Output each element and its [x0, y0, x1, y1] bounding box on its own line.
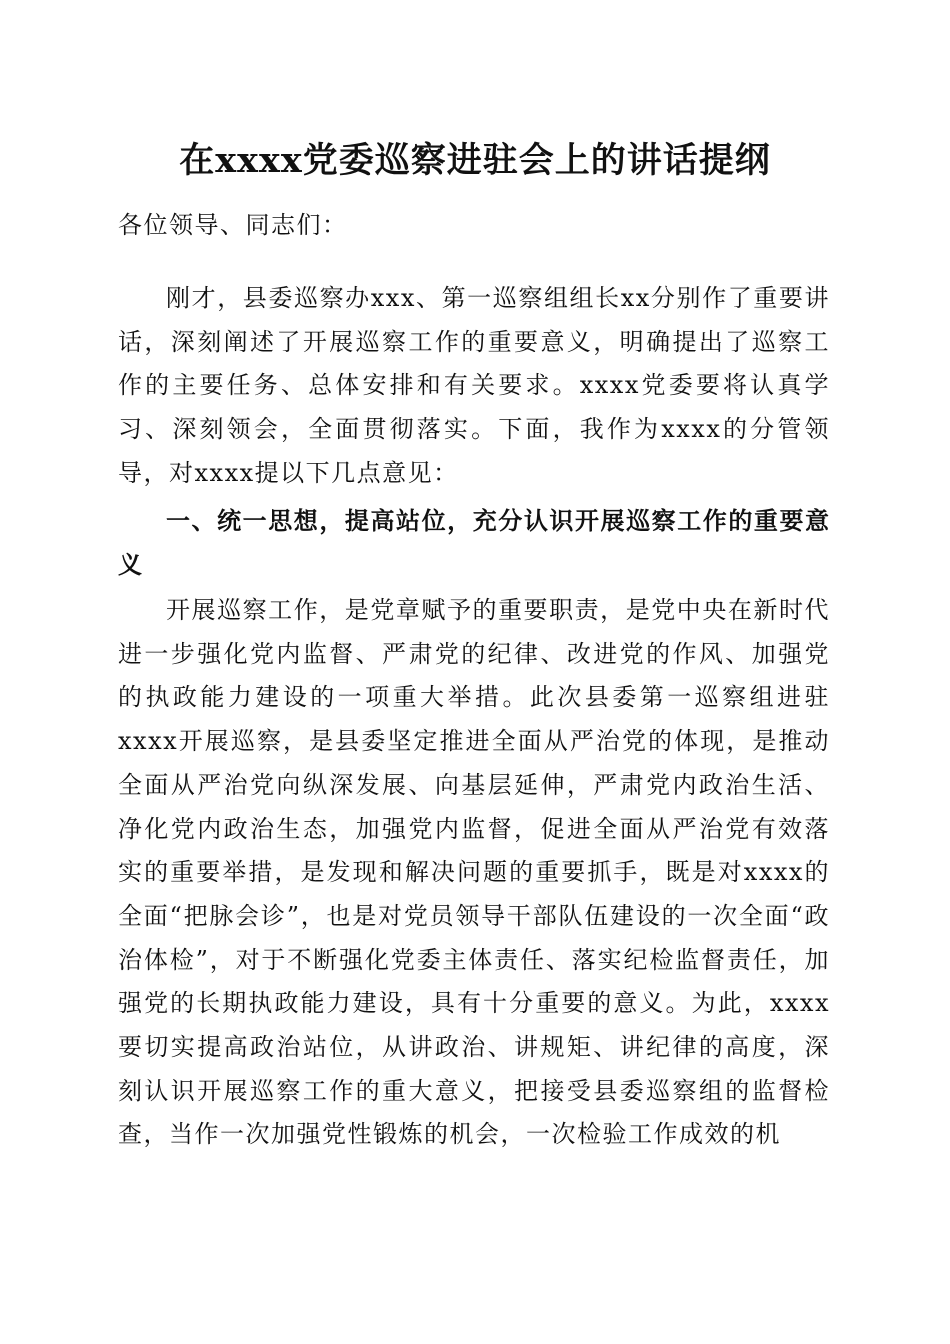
paragraph-opening: 刚才，县委巡察办xxx、第一巡察组组长xx分别作了重要讲话，深刻阐述了开展巡察工作的重要意义，明确提出了巡察工作的主要任务、总体安排和有关要求。xxxx党委要将认真学习、深刻领会，全面贯彻落实。下面，我作为xxxx的分管领导，对xxxx提以下几点意见： — [118, 284, 830, 487]
document-title: 在xxxx党委巡察进驻会上的讲话提纲 — [179, 140, 771, 181]
paragraph-section-1: 开展巡察工作，是党章赋予的重要职责，是党中央在新时代进一步强化党内监督、严肃党的纪律、改进党的作风、加强党的执政能力建设的一项重大举措。此次县委第一巡察组进驻xxxx开展巡察，是县委坚定推进全面从严治党的体现，是推动全面从严治党向纵深发展、向基层延伸，严肃党内政治生活、净化党内政治生态，加强党内监督，促进全面从严治党有效落实的重要举措，是发现和解决问题的重要抓手，既是对xxxx的全面“把脉会诊”，也是对党员领导干部队伍建设的一次全面“政治体检”，对于不断强化党委主体责任、落实纪检监督责任，加强党的长期执政能力建设，具有十分重要的意义。为此，xxxx要切实提高政治站位，从讲政治、讲规矩、讲纪律的高度，深刻认识开展巡察工作的重大意义，把接受县委巡察组的监督检查，当作一次加强党性锻炼的机会，一次检验工作成效的机 — [118, 596, 830, 1149]
section-heading-1: 一、统一思想，提高站位，充分认识开展巡察工作的重要意义 — [118, 507, 830, 579]
salutation: 各位领导、同志们： — [118, 211, 348, 239]
